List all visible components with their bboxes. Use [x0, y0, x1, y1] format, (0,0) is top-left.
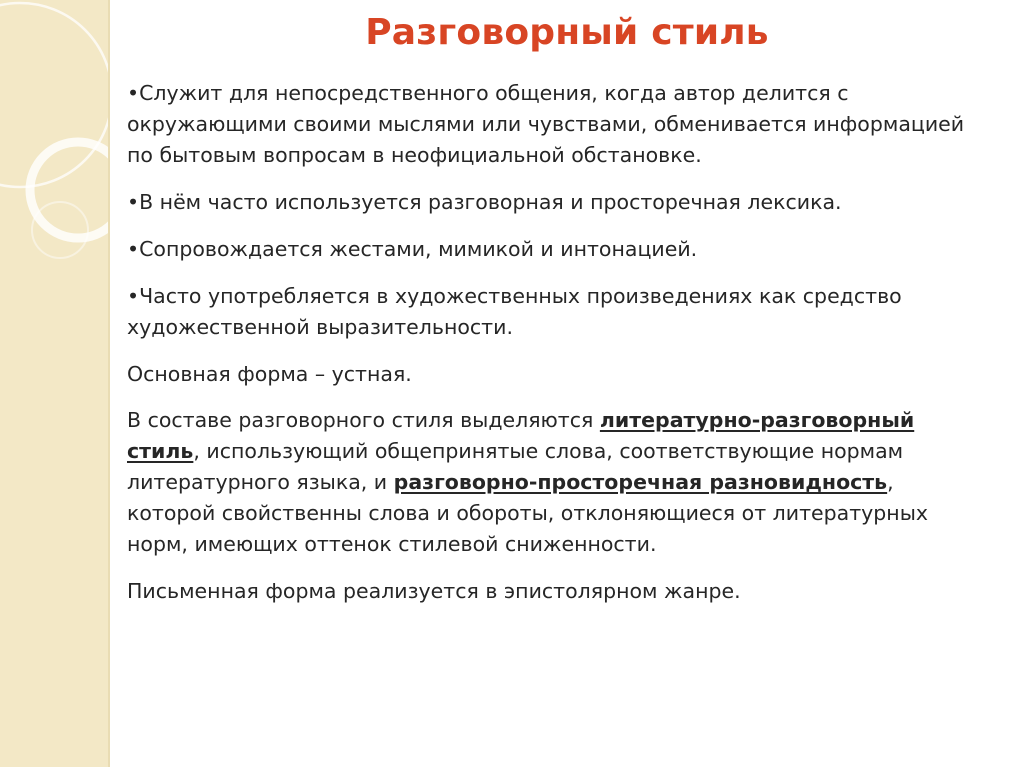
- written-form-text: Письменная форма реализуется в эпистолярном жанре.: [127, 579, 741, 603]
- decorative-side-panel: [0, 0, 110, 767]
- composition-paragraph: [127, 405, 987, 560]
- slide-title: Разговорный стиль: [365, 12, 769, 53]
- composition-intro: В составе разговорного стиля выделяются: [127, 408, 600, 432]
- panel-divider: [108, 0, 110, 767]
- slide-body: [127, 78, 987, 623]
- composition-end: , которой свойственны слова и обороты, отклоняющиеся от литературных норм, имеющих оттенок стилевой сниженности.: [127, 470, 929, 556]
- bullet-gestures: •Сопровождается жестами, мимикой и интонацией.: [127, 237, 698, 261]
- bullet-fiction-usage: •Часто употребляется в художественных произведениях как средство художественной выразительности.: [127, 284, 902, 339]
- bullet-vocabulary: •В нём часто используется разговорная и просторечная лексика.: [127, 190, 842, 214]
- decorative-circles-icon: [0, 0, 110, 767]
- bullet-purpose: •Служит для непосредственного общения, когда автор делится с окружающими своими мыслями или чувствами, обменивается информацией по бытовым вопросам в неофициальной обстановке.: [127, 81, 965, 167]
- term-literary-colloquial: литературно-разговорный стиль: [127, 408, 915, 463]
- composition-middle: , использующий общепринятые слова, соответствующие нормам литературного языка, и: [127, 439, 904, 494]
- term-colloquial-vernacular: разговорно-просторечная разновидность: [393, 470, 888, 494]
- main-form-text: Основная форма – устная.: [127, 362, 412, 386]
